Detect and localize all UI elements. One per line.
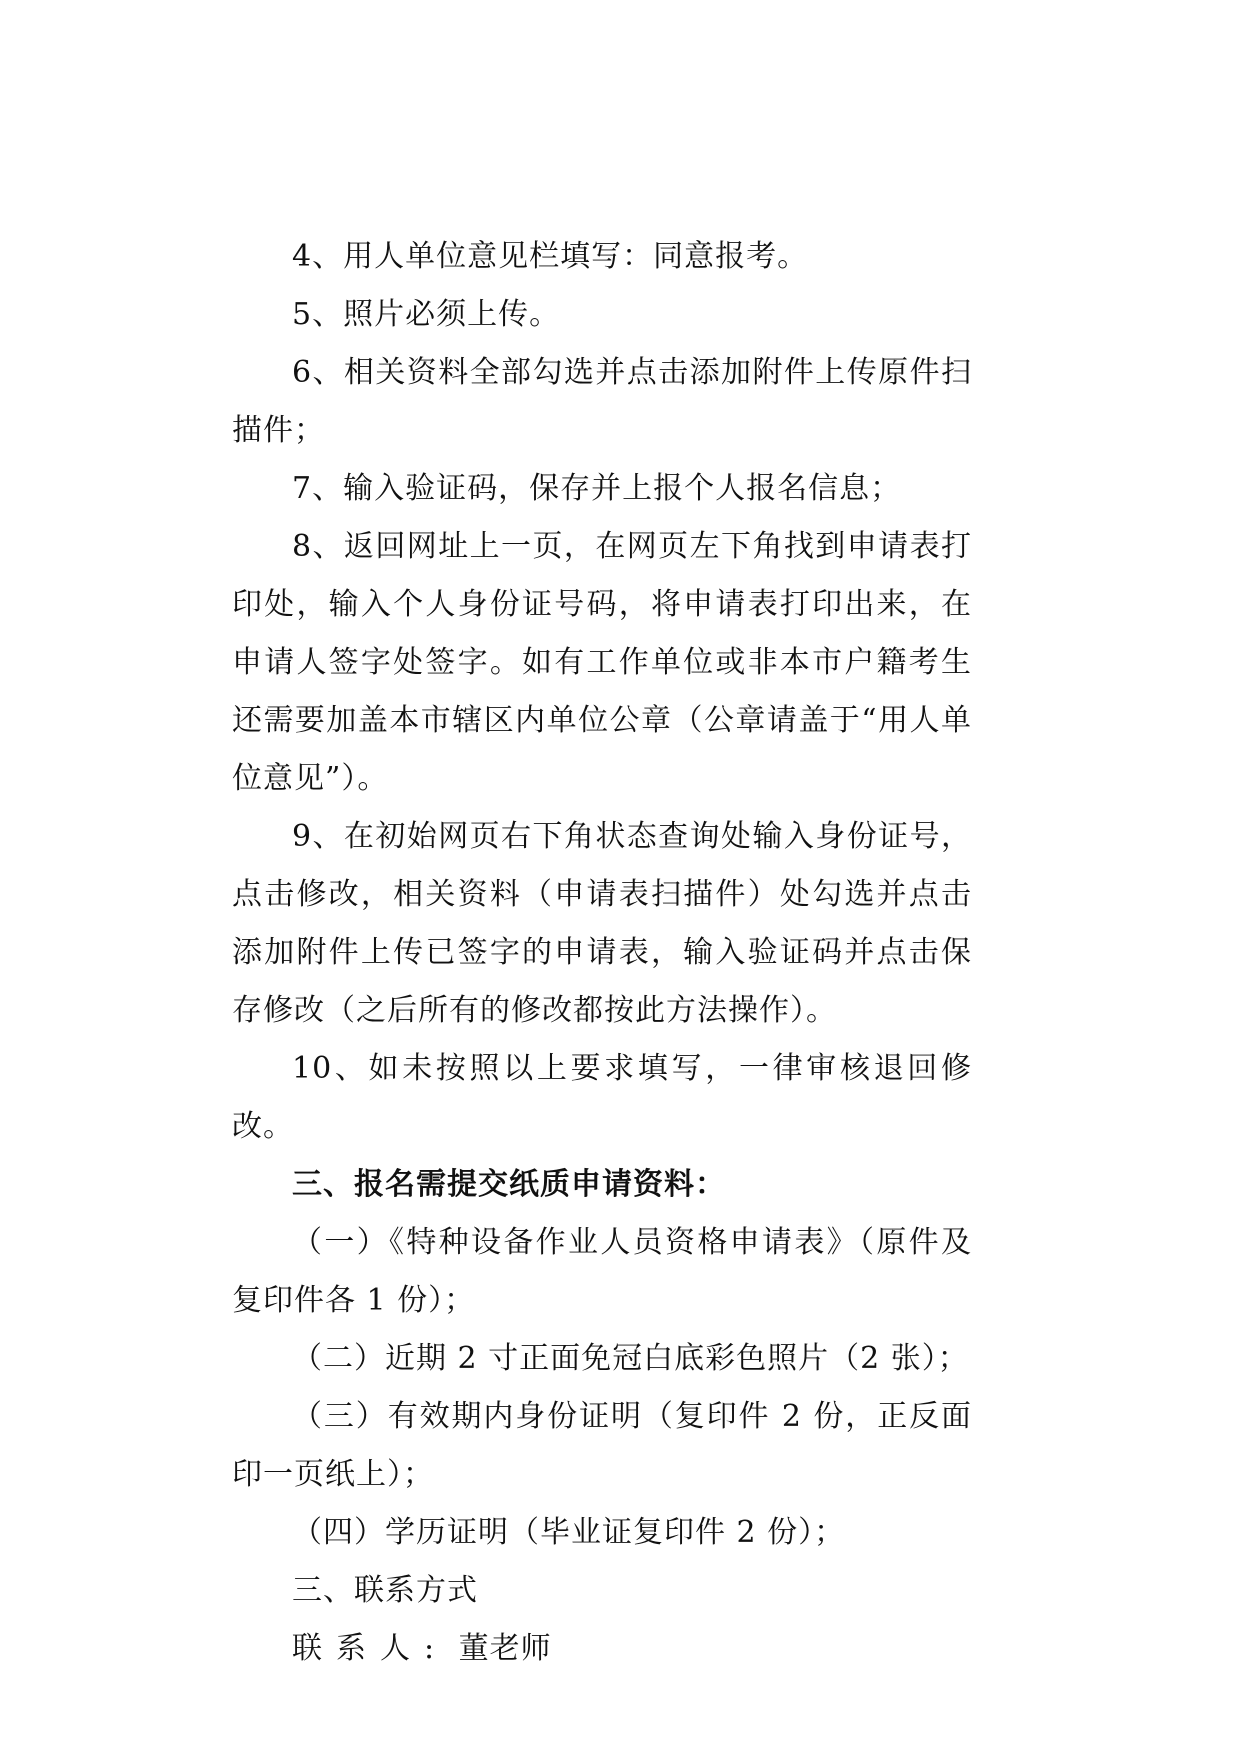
document-body	[232, 228, 972, 1678]
contact-line	[232, 1620, 972, 1678]
instruction-item-6: 6、相关资料全部勾选并点击添加附件上传原件扫描件；	[232, 355, 972, 448]
contact-label: 联系人:	[292, 1631, 449, 1666]
materials-item-2: （二）近期 2 寸正面免冠白底彩色照片（2 张）；	[292, 1341, 969, 1376]
materials-heading: 三、报名需提交纸质申请资料：	[292, 1167, 726, 1202]
materials-item-4: （四）学历证明（毕业证复印件 2 份）；	[292, 1515, 846, 1550]
instruction-item-9: 9、在初始网页右下角状态查询处输入身份证号，点击修改，相关资料（申请表扫描件）处勾选并点击添加附件上传已签字的申请表，输入验证码并点击保存修改（之后所有的修改都按此方法操作）。	[232, 819, 972, 1028]
contact-name: 董老师	[458, 1631, 552, 1666]
instruction-item-4: 4、用人单位意见栏填写：同意报考。	[292, 239, 809, 274]
materials-item-1: （一）《特种设备作业人员资格申请表》（原件及复印件各 1 份）；	[232, 1225, 972, 1318]
materials-item-3: （三）有效期内身份证明（复印件 2 份，正反面印一页纸上）；	[232, 1399, 972, 1492]
contact-heading: 三、联系方式	[292, 1573, 478, 1608]
instruction-item-7: 7、输入验证码，保存并上报个人报名信息；	[292, 471, 902, 506]
instruction-item-10: 10、如未按照以上要求填写，一律审核退回修改。	[232, 1051, 972, 1144]
instruction-item-8: 8、返回网址上一页，在网页左下角找到申请表打印处，输入个人身份证号码，将申请表打印出来，在申请人签字处签字。如有工作单位或非本市户籍考生还需要加盖本市辖区内单位公章（公章请盖于“用人单位意见”）。	[232, 529, 972, 796]
instruction-item-5: 5、照片必须上传。	[292, 297, 561, 332]
